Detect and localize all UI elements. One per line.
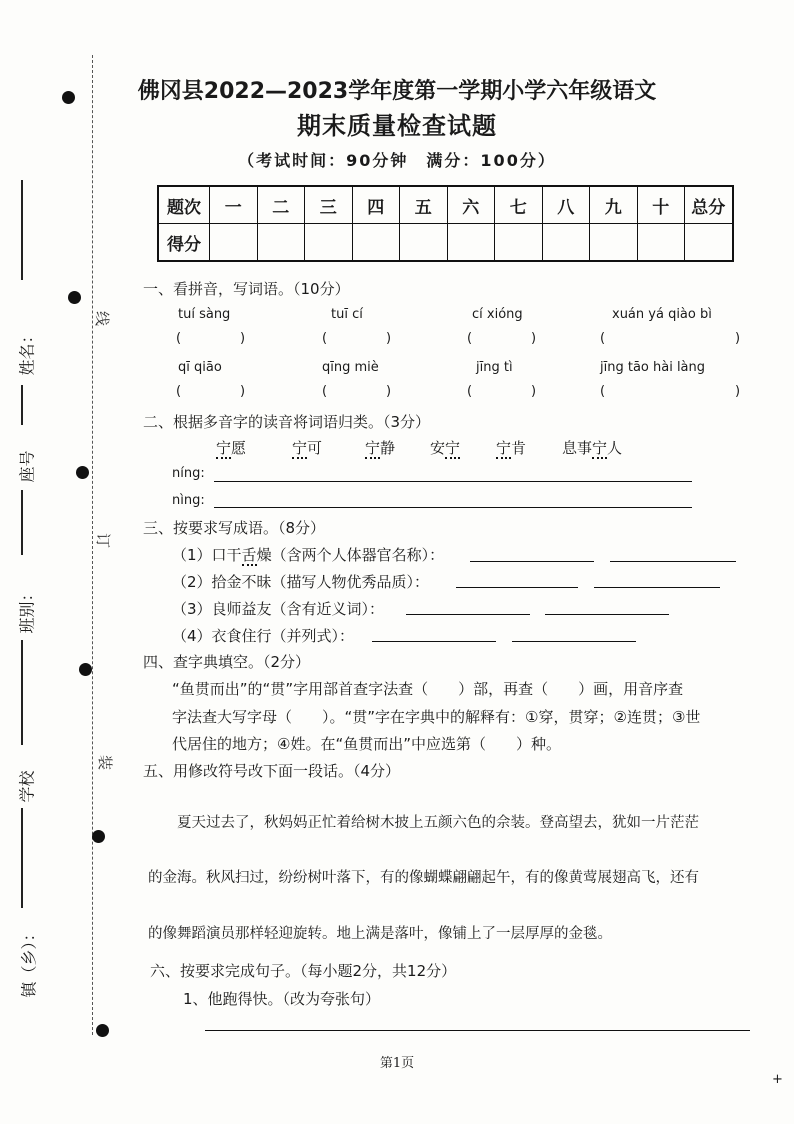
- section1-heading: 一、看拼音，写词语。（10分）: [143, 280, 350, 298]
- corner-mark: +: [772, 1072, 783, 1087]
- dictionary-question-line: “鱼贯而出”的“贯”字用部首查字法查（ ）部，再查（ ）画，用音序查: [172, 680, 684, 698]
- passage-line: 夏天过去了，秋妈妈正忙着给树木披上五颜六色的佘装。登高望去，犹如一片茫茫: [148, 815, 699, 831]
- idiom-answer-line[interactable]: [545, 614, 669, 615]
- polyphone-word: 息事宁人: [562, 439, 623, 457]
- ning4-answer-line[interactable]: [214, 507, 692, 508]
- polyphone-word: 安宁: [430, 439, 461, 457]
- page-number: 第1页: [379, 1056, 415, 1071]
- seat-blank-2[interactable]: [21, 490, 23, 555]
- pinyin-prompt: xuán yá qiào bì: [612, 307, 712, 322]
- paren-open: (: [322, 331, 328, 346]
- section2-heading: 二、根据多音字的读音将词语归类。（3分）: [143, 413, 431, 431]
- score-cell-header: 三: [305, 186, 353, 224]
- class-blank[interactable]: [21, 640, 23, 745]
- section6-heading: 六、按要求完成句子。（每小题2分，共12分）: [150, 962, 457, 980]
- name-blank[interactable]: [21, 180, 23, 280]
- ning2-label: níng:: [172, 466, 205, 481]
- answer-line-6-1[interactable]: [205, 1030, 750, 1031]
- paren-open: (: [600, 384, 606, 399]
- ning2-answer-line[interactable]: [214, 481, 692, 482]
- binding-hole: [79, 663, 92, 676]
- idiom-item-3: （3）良师益友（含有近义词）：: [172, 600, 385, 618]
- school-label: 学校: [17, 770, 37, 803]
- title-line2: 期末质量检查试题: [297, 112, 497, 140]
- score-entry-cell[interactable]: [685, 224, 733, 262]
- paren-open: (: [600, 331, 606, 346]
- paren-close: ): [240, 384, 246, 399]
- polyphone-word: 宁愿: [216, 439, 247, 457]
- pinyin-prompt: qīng miè: [322, 360, 379, 375]
- score-entry-cell[interactable]: [210, 224, 258, 262]
- paren-close: ): [386, 331, 392, 346]
- pinyin-prompt: jīng tì: [476, 360, 513, 375]
- paren-close: ): [531, 384, 537, 399]
- paren-close: ): [735, 331, 741, 346]
- paren-open: (: [467, 331, 473, 346]
- score-cell-header: 一: [210, 186, 258, 224]
- class-label: 班别：: [17, 585, 37, 634]
- binding-hole: [92, 830, 105, 843]
- dictionary-question-line: 代居住的地方；④姓。在“鱼贯而出”中应选第（ ）种。: [172, 735, 561, 753]
- idiom-answer-line[interactable]: [512, 641, 636, 642]
- section4-heading: 四、查字典填空。（2分）: [143, 653, 311, 671]
- idiom-answer-line[interactable]: [594, 587, 720, 588]
- binding-hole: [68, 291, 81, 304]
- score-entry-cell[interactable]: [447, 224, 495, 262]
- score-table-score-row: [158, 224, 733, 262]
- idiom-answer-line[interactable]: [610, 561, 736, 562]
- binding-hole: [96, 1024, 109, 1037]
- pinyin-prompt: qī qiāo: [178, 360, 222, 375]
- pinyin-prompt: tuī cí: [331, 307, 363, 322]
- score-cell-header: 五: [400, 186, 448, 224]
- paren-close: ): [531, 331, 537, 346]
- idiom-answer-line[interactable]: [470, 561, 594, 562]
- score-cell-header: 九: [590, 186, 638, 224]
- cut-order-mark: 订: [94, 532, 113, 549]
- idiom-answer-line[interactable]: [456, 587, 578, 588]
- idiom-answer-line[interactable]: [406, 614, 530, 615]
- binding-hole: [76, 466, 89, 479]
- question-6-1: 1、他跑得快。（改为夸张句）: [183, 990, 381, 1008]
- pinyin-prompt: jīng tāo hài làng: [600, 360, 706, 375]
- score-cell-label: 题次: [158, 186, 210, 224]
- score-row-label: 得分: [158, 224, 210, 262]
- score-cell-header: 十: [637, 186, 685, 224]
- title-line1: 佛冈县2022—2023学年度第一学期小学六年级语文: [137, 79, 657, 104]
- score-entry-cell[interactable]: [305, 224, 353, 262]
- score-cell-header: 七: [495, 186, 543, 224]
- paren-open: (: [176, 384, 182, 399]
- score-cell-header: 四: [352, 186, 400, 224]
- cut-bind-mark: 装: [96, 754, 115, 771]
- passage-line: 的像舞蹈演员那样轻迎旋转。地上满是落叶，像铺上了一层厚厚的金毯。: [148, 926, 612, 942]
- score-entry-cell[interactable]: [590, 224, 638, 262]
- seat-blank[interactable]: [21, 385, 23, 425]
- seat-label: 座号: [17, 450, 37, 483]
- dictionary-question-line: 字法查大写字母（ ）。“贯”字在字典中的解释有：①穿，贯穿；②连贯；③世: [172, 708, 701, 726]
- polyphone-word: 宁可: [292, 439, 323, 457]
- paren-open: (: [176, 331, 182, 346]
- score-cell-header: 六: [447, 186, 495, 224]
- school-blank[interactable]: [21, 808, 23, 908]
- paren-close: ): [240, 331, 246, 346]
- section5-heading: 五、用修改符号改下面一段话。（4分）: [143, 762, 401, 780]
- score-entry-cell[interactable]: [257, 224, 305, 262]
- paren-close: ): [735, 384, 741, 399]
- polyphone-word: 宁静: [365, 439, 396, 457]
- score-entry-cell[interactable]: [542, 224, 590, 262]
- score-cell-header: 总分: [685, 186, 733, 224]
- name-label: 姓名：: [17, 327, 37, 376]
- score-cell-header: 八: [542, 186, 590, 224]
- idiom-item-4: （4）衣食住行（并列式）：: [172, 627, 355, 645]
- score-entry-cell[interactable]: [352, 224, 400, 262]
- score-entry-cell[interactable]: [495, 224, 543, 262]
- score-table-header-row: [158, 186, 733, 224]
- polyphone-word: 宁肯: [496, 439, 527, 457]
- idiom-answer-line[interactable]: [372, 641, 496, 642]
- score-entry-cell[interactable]: [400, 224, 448, 262]
- pinyin-prompt: cí xióng: [472, 307, 523, 322]
- paren-open: (: [322, 384, 328, 399]
- idiom-item-2: （2）拾金不昧（描写人物优秀品质）：: [172, 573, 430, 591]
- idiom-item-1: （1）口干舌燥（含两个人体器官名称）：: [172, 546, 445, 564]
- section3-heading: 三、按要求写成语。（8分）: [143, 519, 326, 537]
- paren-close: ): [386, 384, 392, 399]
- paren-open: (: [467, 384, 473, 399]
- exam-info: （考试时间：90分钟 满分：100分）: [238, 151, 556, 170]
- pinyin-prompt: tuí sàng: [178, 307, 231, 322]
- score-cell-header: 二: [257, 186, 305, 224]
- town-label: 镇（乡）：: [19, 925, 39, 998]
- score-table: [157, 185, 734, 262]
- score-entry-cell[interactable]: [637, 224, 685, 262]
- passage-line: 的金海。秋风扫过，纷纷树叶落下，有的像蝴蝶翩翩起午，有的像黄莺展翅高飞，还有: [148, 870, 699, 886]
- ning4-label: nìng:: [172, 493, 205, 508]
- cut-line-mark: 线: [93, 310, 112, 327]
